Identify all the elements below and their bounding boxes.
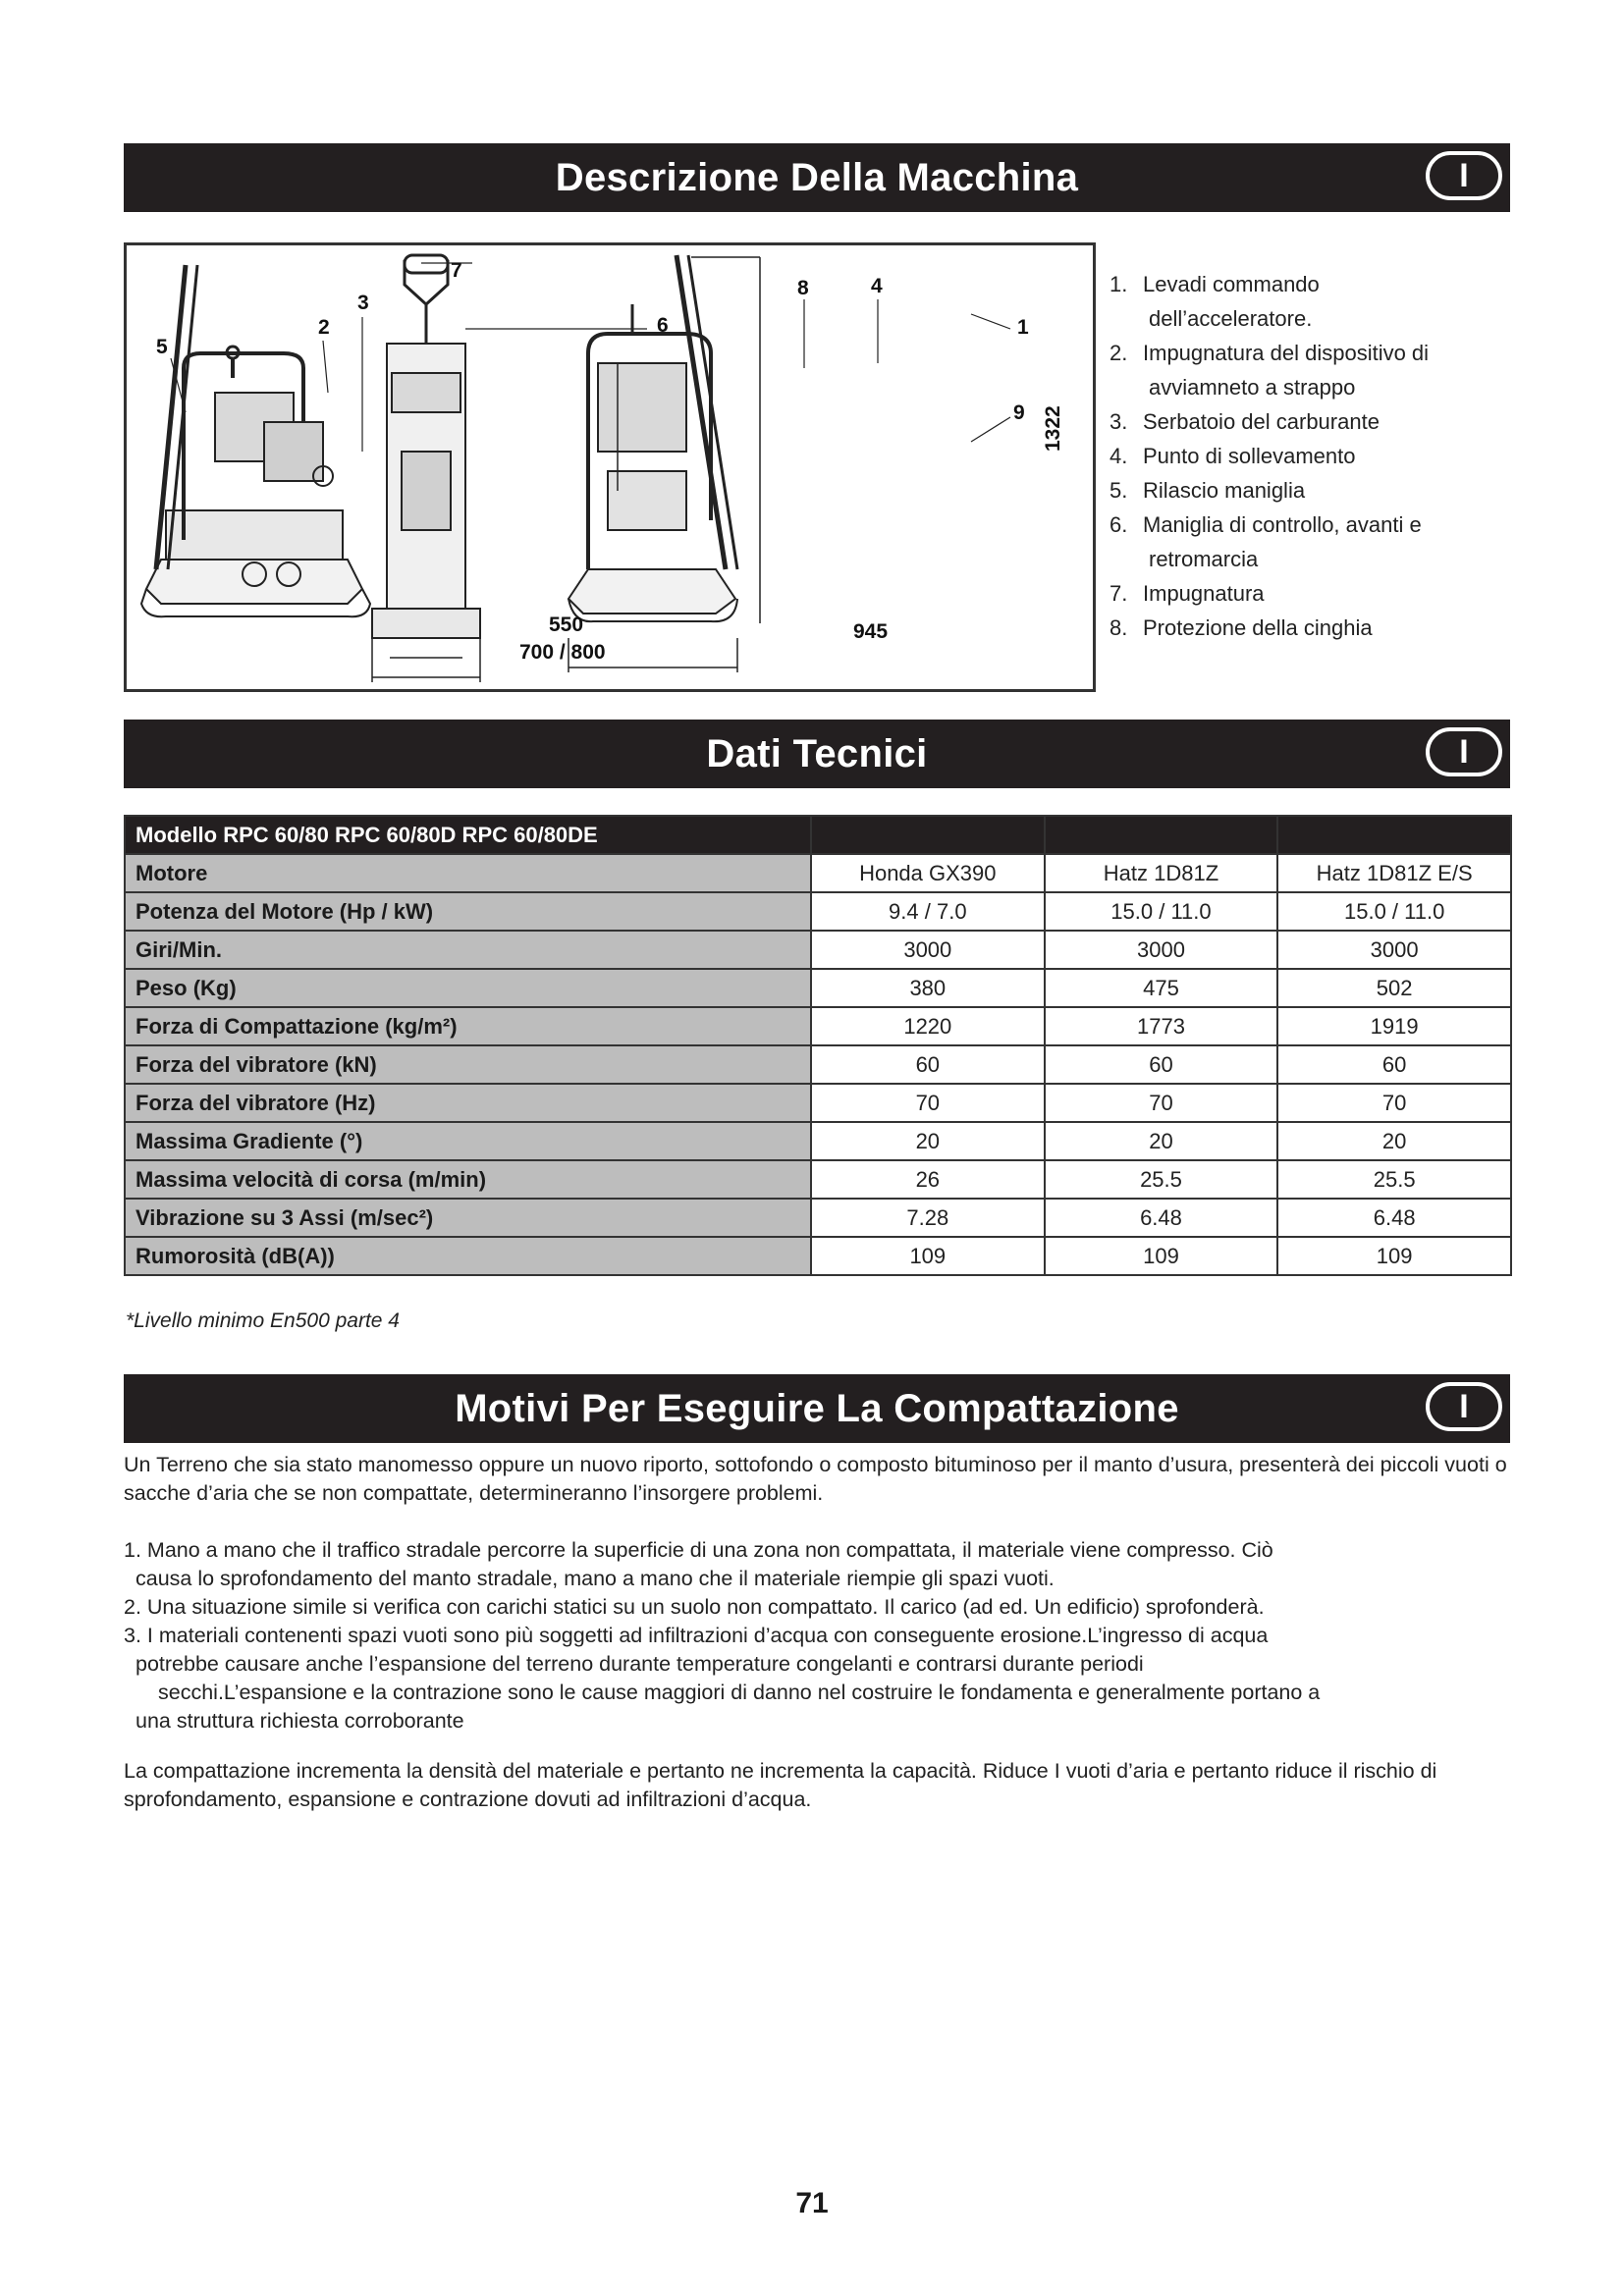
table-row: Massima velocità di corsa (m/min) 26 25.5 25.5 bbox=[125, 1160, 1511, 1199]
table-header: Modello RPC 60/80 RPC 60/80D RPC 60/80DE bbox=[125, 816, 811, 854]
table-row: Vibrazione su 3 Assi (m/sec²) 7.28 6.48 6.48 bbox=[125, 1199, 1511, 1237]
list-item: 4. Punto di sollevamento bbox=[1110, 444, 1356, 468]
table-row: Rumorosità (dB(A)) 109 109 109 bbox=[125, 1237, 1511, 1275]
table-footnote: *Livello minimo En500 parte 4 bbox=[126, 1309, 400, 1332]
dimension-front-outer: 700 / 800 bbox=[519, 641, 606, 664]
parts-list bbox=[1110, 267, 1522, 645]
list-item: 1. Mano a mano che il traffico stradale percorre la superficie di una zona non compattata, il materiale viene compresso. Ciò bbox=[124, 1538, 1273, 1562]
callout-7: 7 bbox=[451, 259, 462, 282]
callout-6: 6 bbox=[657, 314, 669, 337]
language-badge: I bbox=[1426, 1382, 1502, 1431]
language-badge: I bbox=[1426, 151, 1502, 200]
list-item: 3. I materiali contenenti spazi vuoti sono più soggetti ad infiltrazioni d’acqua con conseguente erosione.L’ingresso di acqua bbox=[124, 1624, 1269, 1647]
section-banner-tech bbox=[124, 720, 1510, 788]
table-row: Peso (Kg) 380 475 502 bbox=[125, 969, 1511, 1007]
list-item-cont: secchi.L’espansione e la contrazione sono le cause maggiori di danno nel costruire le fondamenta e generalmente portano a bbox=[158, 1681, 1321, 1704]
section-banner-reasons bbox=[124, 1374, 1510, 1443]
section-title: Motivi Per Eseguire La Compattazione bbox=[455, 1387, 1179, 1430]
front-view bbox=[372, 255, 480, 682]
table-row: Massima Gradiente (°) 20 20 20 bbox=[125, 1122, 1511, 1160]
list-item: 2. Impugnatura del dispositivo di avviamneto a strappo bbox=[1110, 341, 1430, 400]
callout-4: 4 bbox=[871, 275, 883, 297]
table-row: Forza del vibratore (Hz) 70 70 70 bbox=[125, 1084, 1511, 1122]
outro-paragraph: La compattazione incrementa la densità del materiale e pertanto ne incrementa la capacità. Riduce I vuoti d’aria e pertanto riduce il rischio di sprofondamento, espansione e contrazione dovuti ad infiltrazioni d’acqua. bbox=[124, 1759, 1437, 1811]
section-title: Dati Tecnici bbox=[706, 732, 928, 775]
list-item-cont: causa lo sprofondamento del manto stradale, mano a mano che il materiale riempie gli spazi vuoti. bbox=[135, 1567, 1055, 1590]
side-view-left bbox=[141, 265, 370, 616]
list-item-cont: una struttura richiesta corroborante bbox=[135, 1709, 464, 1733]
list-item: 5. Rilascio maniglia bbox=[1110, 478, 1306, 503]
callout-8: 8 bbox=[797, 277, 809, 299]
callout-5: 5 bbox=[156, 336, 168, 358]
table-header-row bbox=[125, 816, 1511, 854]
table-row: Giri/Min. 3000 3000 3000 bbox=[125, 931, 1511, 969]
list-item: 1. Levadi commando dell’acceleratore. bbox=[1110, 272, 1320, 331]
intro-paragraph: Un Terreno che sia stato manomesso oppure un nuovo riporto, sottofondo o composto bituminoso per il manto d’usura, presenterà dei piccoli vuoti o sacche d’aria che se non compattate, determineranno l’insorgere problemi. bbox=[124, 1453, 1507, 1505]
spec-table bbox=[124, 815, 1512, 1276]
dimension-height: 1322 bbox=[1042, 405, 1064, 452]
list-item: 6. Maniglia di controllo, avanti e retromarcia bbox=[1110, 512, 1422, 571]
callout-2: 2 bbox=[318, 316, 330, 339]
section-banner-description bbox=[124, 143, 1510, 212]
list-item: 2. Una situazione simile si verifica con carichi statici su un suolo non compattato. Il carico (ad ed. Un edificio) sprofonderà. bbox=[124, 1595, 1265, 1619]
table-row: Potenza del Motore (Hp / kW) 9.4 / 7.0 15.0 / 11.0 15.0 / 11.0 bbox=[125, 892, 1511, 931]
section-title: Descrizione Della Macchina bbox=[555, 156, 1079, 199]
table-row: Forza di Compattazione (kg/m²) 1220 1773 1919 bbox=[125, 1007, 1511, 1045]
table-row: Motore Honda GX390 Hatz 1D81Z Hatz 1D81Z E/S bbox=[125, 854, 1511, 892]
callout-3: 3 bbox=[357, 292, 369, 314]
callout-1: 1 bbox=[1017, 316, 1029, 339]
machine-diagram bbox=[124, 242, 1096, 692]
reasons-list bbox=[124, 1536, 1518, 1735]
callout-9: 9 bbox=[1013, 401, 1025, 424]
list-item: 7. Impugnatura bbox=[1110, 581, 1265, 606]
list-item: 3. Serbatoio del carburante bbox=[1110, 409, 1380, 434]
table-row: Forza del vibratore (kN) 60 60 60 bbox=[125, 1045, 1511, 1084]
page-number: 71 bbox=[795, 2187, 829, 2219]
list-item: 8. Protezione della cinghia bbox=[1110, 615, 1373, 640]
language-badge: I bbox=[1426, 727, 1502, 776]
dimension-front-inner: 550 bbox=[549, 614, 584, 636]
list-item-cont: potrebbe causare anche l’espansione del terreno durante temperature congelanti e contrarsi durante periodi bbox=[135, 1652, 1144, 1676]
dimension-side-width: 945 bbox=[853, 620, 889, 643]
